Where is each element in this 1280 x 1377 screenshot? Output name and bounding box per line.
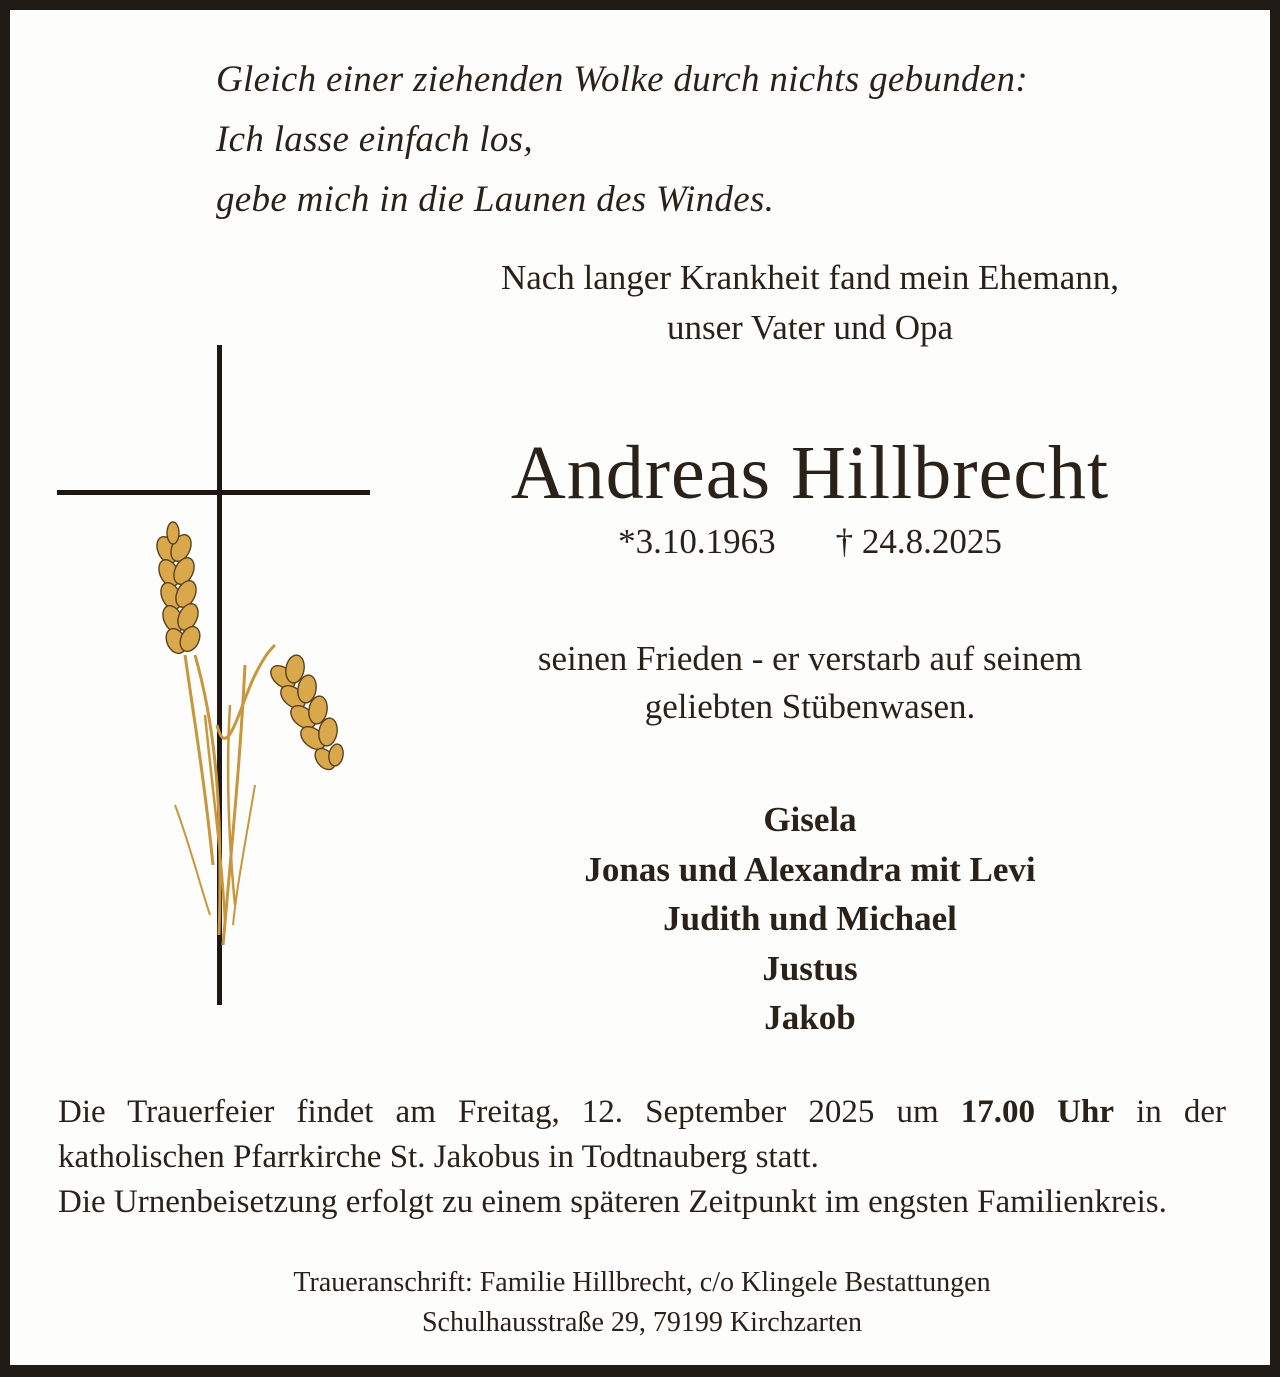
service-info: [58, 1090, 1226, 1225]
address-line: Schulhausstraße 29, 79199 Kirchzarten: [421, 1307, 863, 1338]
mourning-address: [58, 1263, 1226, 1343]
family-member: Jonas und Alexandra mit Levi: [584, 849, 1036, 889]
cross-and-wheat-illustration: [55, 345, 395, 1025]
family-member: Judith und Michael: [663, 899, 957, 938]
family-member: Justus: [762, 948, 858, 988]
family-member: Jakob: [764, 998, 856, 1037]
intro-line: unser Vater und Opa: [666, 308, 954, 347]
poem-line: Gleich einer ziehenden Wolke durch nichts gebunden:: [216, 59, 1028, 100]
funeral-service-text: Die Trauerfeier findet am Freitag, 12. September 2025 um 17.00 Uhr in der katholischen Pfarrkirche St. Jakobus in Todtnauberg statt.: [58, 1094, 1227, 1175]
birth-date: *3.10.1963: [618, 522, 776, 561]
urn-burial-text: Die Urnenbeisetzung erfolgt zu einem späteren Zeitpunkt im engsten Familienkreis.: [58, 1184, 1167, 1220]
poem-line: Ich lasse einfach los,: [216, 119, 533, 160]
intro-text: [400, 253, 1220, 353]
passing-line: geliebten Stübenwasen.: [644, 687, 976, 726]
family-member: Gisela: [763, 800, 857, 839]
life-dates: [400, 520, 1220, 564]
poem: [216, 50, 1028, 230]
service-time: 17.00 Uhr: [960, 1094, 1114, 1130]
obituary-notice: [10, 10, 1270, 1365]
wheat-ears-icon: [153, 522, 345, 945]
family-signatures: [400, 795, 1220, 1043]
intro-line: Nach langer Krankheit fand mein Ehemann,: [500, 258, 1120, 297]
passing-line: seinen Frieden - er verstarb auf seinem: [537, 639, 1083, 678]
cross-icon: [57, 345, 370, 1005]
address-line: Traueranschrift: Familie Hillbrecht, c/o Klingele Bestattungen: [293, 1267, 991, 1298]
poem-line: gebe mich in die Launen des Windes.: [216, 179, 775, 220]
deceased-name: Andreas Hillbrecht: [510, 431, 1110, 515]
death-date: † 24.8.2025: [835, 522, 1002, 561]
passing-text: [400, 635, 1220, 731]
